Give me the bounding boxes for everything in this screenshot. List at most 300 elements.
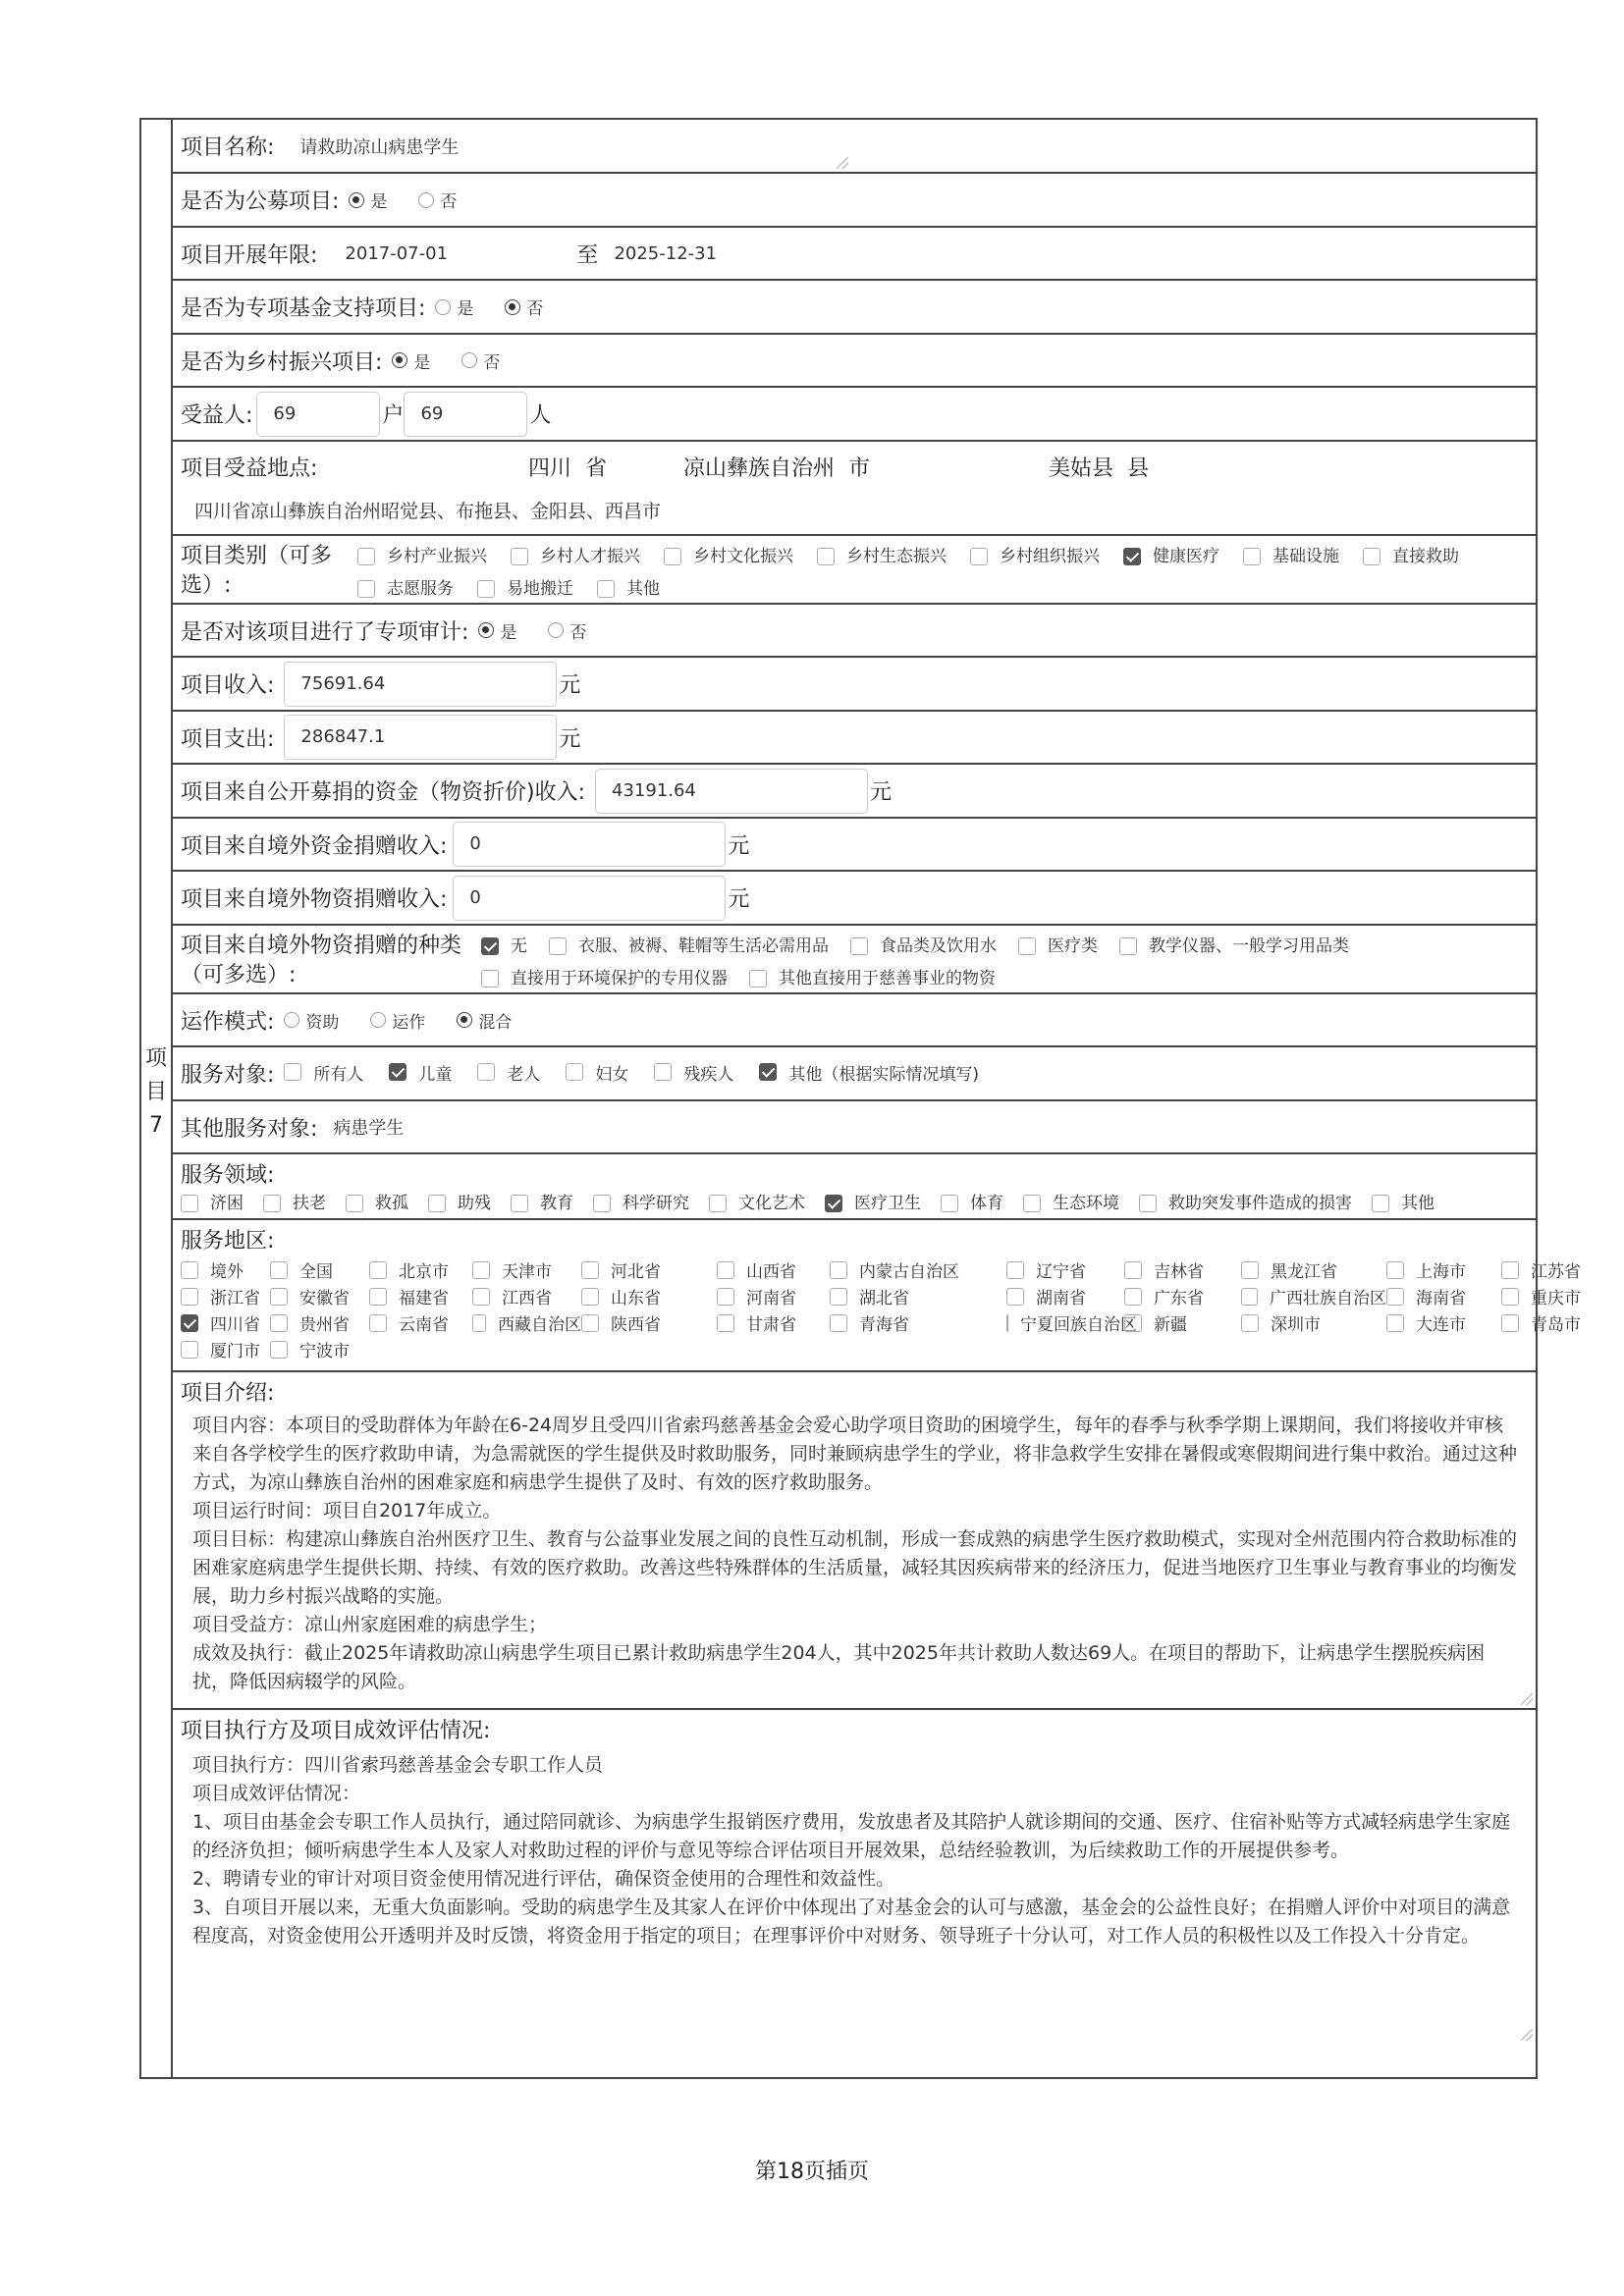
checkbox[interactable] xyxy=(830,1314,847,1332)
checkbox-label: 其他 xyxy=(1401,1194,1435,1213)
checkbox[interactable] xyxy=(472,1288,490,1306)
checkbox[interactable] xyxy=(181,1195,198,1212)
intro-textarea[interactable] xyxy=(192,1412,1522,1696)
checkbox-label: 河南省 xyxy=(746,1289,796,1308)
city-input[interactable]: 凉山彝族自治州 xyxy=(683,456,836,481)
goods-types-option[interactable] xyxy=(749,964,996,993)
checkbox[interactable] xyxy=(1372,1195,1389,1212)
checkbox[interactable] xyxy=(511,548,528,565)
service-regions-option[interactable] xyxy=(1386,1257,1501,1282)
page-footer: 第18页插页 xyxy=(755,2160,869,2184)
category-option[interactable] xyxy=(664,542,793,571)
service-regions-option[interactable] xyxy=(830,1310,1006,1335)
goods-types-label: 项目来自境外物资捐赠的种类（可多选）: xyxy=(181,934,462,988)
service-regions-option[interactable] xyxy=(472,1257,581,1282)
checkbox-label: 直接用于环境保护的专用仪器 xyxy=(511,969,728,988)
service-regions-option[interactable] xyxy=(472,1284,581,1308)
checkbox[interactable] xyxy=(1501,1288,1519,1306)
checkbox[interactable] xyxy=(1243,548,1261,565)
service-regions-option[interactable] xyxy=(472,1310,581,1335)
service-fields-option[interactable] xyxy=(825,1190,921,1217)
service-regions-option[interactable] xyxy=(1124,1284,1241,1308)
intro-label: 项目介绍: xyxy=(181,1381,275,1406)
county-input[interactable]: 美姑县 xyxy=(1049,456,1114,481)
period-end-input[interactable]: 2025-12-31 xyxy=(614,242,718,264)
checkbox-label: 新疆 xyxy=(1154,1315,1187,1335)
row-project-name xyxy=(173,120,1536,174)
checkbox[interactable] xyxy=(1241,1288,1258,1306)
checkbox[interactable] xyxy=(1006,1261,1024,1279)
public-fundraising-no-radio[interactable] xyxy=(418,192,434,208)
foreign-goods-input[interactable]: 0 xyxy=(453,876,726,921)
checkbox[interactable] xyxy=(472,1261,490,1279)
service-regions-option[interactable] xyxy=(270,1257,369,1282)
audit-yes-radio[interactable] xyxy=(478,622,494,638)
goods-types-option[interactable] xyxy=(549,932,829,961)
other-targets-input[interactable]: 病患学生 xyxy=(333,1118,405,1139)
service-regions-option[interactable] xyxy=(181,1337,270,1362)
category-label: 项目类别（可多选）: xyxy=(181,544,333,598)
checkbox[interactable] xyxy=(357,548,375,565)
service-regions-option[interactable] xyxy=(717,1310,830,1335)
resize-handle[interactable] xyxy=(1521,1693,1533,1705)
expense-input[interactable]: 286847.1 xyxy=(284,715,557,760)
other-targets-label: 其他服务对象: xyxy=(181,1116,318,1142)
service-regions-option[interactable] xyxy=(1501,1257,1614,1282)
category-option[interactable] xyxy=(817,542,947,571)
checkbox-label: 湖南省 xyxy=(1036,1289,1086,1308)
evaluation-label: 项目执行方及项目成效评估情况: xyxy=(181,1719,491,1743)
service-regions-option[interactable] xyxy=(717,1257,830,1282)
checkbox[interactable] xyxy=(1018,937,1036,955)
no-label: 否 xyxy=(440,192,458,212)
period-label: 项目开展年限: xyxy=(181,242,318,268)
checkbox[interactable] xyxy=(1006,1288,1024,1306)
category-option[interactable] xyxy=(357,542,487,571)
rural-no-radio[interactable] xyxy=(461,352,477,368)
checkbox[interactable] xyxy=(477,1063,495,1081)
checkbox-label: 安徽省 xyxy=(299,1289,350,1308)
rural-revitalization-label: 是否为乡村振兴项目: xyxy=(181,349,383,375)
checkbox[interactable] xyxy=(1241,1261,1259,1279)
paragraph: 项目受益方：凉山州家庭困难的病患学生； xyxy=(192,1614,548,1635)
row-beneficiaries xyxy=(173,388,1536,442)
expense-unit: 元 xyxy=(559,726,581,752)
checkbox-label: 所有人 xyxy=(313,1064,364,1085)
audit-label: 是否对该项目进行了专项审计: xyxy=(181,619,469,645)
category-option[interactable] xyxy=(477,574,573,604)
beneficiaries-label: 受益人: xyxy=(181,403,253,428)
checkbox[interactable] xyxy=(970,548,988,565)
project-name-input[interactable]: 请救助凉山病患学生 xyxy=(299,136,460,158)
service-targets-option[interactable] xyxy=(759,1060,979,1085)
service-regions-option[interactable] xyxy=(1006,1257,1124,1282)
checkbox-label: 青海省 xyxy=(859,1315,909,1335)
checkbox[interactable] xyxy=(284,1063,301,1081)
service-regions-option[interactable] xyxy=(581,1257,717,1282)
service-regions-option[interactable] xyxy=(1501,1310,1614,1335)
checkbox[interactable] xyxy=(654,1063,672,1081)
checkbox[interactable] xyxy=(1386,1314,1404,1332)
checkbox[interactable] xyxy=(369,1261,387,1279)
city-unit: 市 xyxy=(848,456,871,481)
expense-label: 项目支出: xyxy=(181,726,275,752)
checkbox[interactable] xyxy=(270,1341,288,1359)
checkbox-label: 天津市 xyxy=(502,1262,552,1282)
checkbox[interactable] xyxy=(830,1288,847,1306)
checkbox-label: 陕西省 xyxy=(611,1315,661,1335)
row-category xyxy=(173,536,1536,605)
service-targets-option[interactable] xyxy=(654,1060,733,1085)
foreign-funds-unit: 元 xyxy=(728,833,750,859)
evaluation-textarea[interactable] xyxy=(192,1751,1522,1950)
checkbox[interactable] xyxy=(709,1195,727,1212)
checkbox[interactable] xyxy=(481,937,499,955)
checkbox[interactable] xyxy=(1501,1314,1519,1332)
checkbox-label: 甘肃省 xyxy=(746,1315,796,1335)
service-regions-option[interactable] xyxy=(1501,1284,1614,1308)
checkbox[interactable] xyxy=(428,1195,446,1212)
service-targets-option[interactable] xyxy=(389,1060,452,1085)
checkbox[interactable] xyxy=(346,1195,363,1212)
mode-mixed-radio[interactable] xyxy=(457,1012,472,1028)
checkbox[interactable] xyxy=(830,1261,847,1279)
row-service-targets xyxy=(173,1047,1536,1101)
checkbox-label: 湖北省 xyxy=(859,1289,909,1308)
checkbox-label: 医疗卫生 xyxy=(854,1194,921,1213)
checkbox[interactable] xyxy=(1124,1314,1142,1332)
checkbox-label: 其他 xyxy=(626,579,660,599)
persons-unit: 人 xyxy=(529,403,552,428)
checkbox[interactable] xyxy=(369,1314,387,1332)
service-regions-option[interactable] xyxy=(830,1284,1006,1308)
service-regions-option[interactable] xyxy=(270,1284,369,1308)
service-regions-option[interactable] xyxy=(1386,1284,1501,1308)
audit-no-radio[interactable] xyxy=(548,622,564,638)
checkbox[interactable] xyxy=(581,1288,599,1306)
operation-mode-label: 运作模式: xyxy=(181,1009,275,1035)
service-regions-option[interactable] xyxy=(1124,1310,1241,1335)
checkbox[interactable] xyxy=(1124,1261,1142,1279)
checkbox-label: 儿童 xyxy=(418,1064,453,1085)
public-income-input[interactable]: 43191.64 xyxy=(595,769,868,814)
checkbox[interactable] xyxy=(270,1288,288,1306)
service-regions-option[interactable] xyxy=(369,1284,472,1308)
service-fields-option[interactable] xyxy=(511,1190,573,1217)
checkbox[interactable] xyxy=(369,1288,387,1306)
resize-handle[interactable] xyxy=(837,157,848,169)
checkbox-label: 妇女 xyxy=(595,1064,629,1085)
row-period xyxy=(173,228,1536,281)
province-unit: 省 xyxy=(585,456,608,481)
category-option[interactable] xyxy=(1123,542,1219,571)
service-regions-option[interactable] xyxy=(1241,1310,1386,1335)
paragraph: 项目成效评估情况： xyxy=(192,1783,361,1804)
category-option[interactable] xyxy=(357,574,454,604)
checkbox-label: 云南省 xyxy=(399,1315,449,1335)
service-fields-option[interactable] xyxy=(941,1190,1003,1217)
section-side-column xyxy=(141,120,173,2077)
service-regions-option[interactable] xyxy=(270,1337,369,1362)
service-regions-option[interactable] xyxy=(717,1284,830,1308)
checkbox-label: 黑龙江省 xyxy=(1271,1262,1337,1282)
service-regions-option[interactable] xyxy=(369,1257,472,1282)
checkbox-label: 教学仪器、一般学习用品类 xyxy=(1149,936,1349,956)
yes-label: 是 xyxy=(457,299,474,319)
service-regions-option[interactable] xyxy=(270,1310,369,1335)
checkbox-label: 广西壮族自治区 xyxy=(1270,1289,1386,1308)
checkbox-label: 四川省 xyxy=(210,1315,260,1335)
service-regions-option[interactable] xyxy=(181,1310,270,1335)
service-regions-option[interactable] xyxy=(1241,1284,1386,1308)
service-regions-option[interactable] xyxy=(1124,1257,1241,1282)
checkbox-label: 助残 xyxy=(458,1194,491,1213)
checkbox[interactable] xyxy=(477,580,495,598)
checkbox-label: 扶老 xyxy=(293,1194,326,1213)
checkbox[interactable] xyxy=(581,1314,599,1332)
service-regions-option[interactable] xyxy=(830,1257,1006,1282)
row-public-fundraising xyxy=(173,174,1536,228)
checkbox[interactable] xyxy=(181,1341,198,1359)
checkbox-label: 基础设施 xyxy=(1272,547,1339,566)
checkbox-label: 辽宁省 xyxy=(1036,1262,1086,1282)
paragraph: 1、项目由基金会专职工作人员执行，通过陪同就诊、为病患学生报销医疗费用，发放患者及其陪护人就诊期间的交通、医疗、住宿补贴等方式减轻病患学生家庭的经济负担；倾听病患学生本人及家人对救助过程的评价与意见等综合评估项目开展效果，总结经验教训，为后续救助工作的开展提供参考。 xyxy=(192,1811,1511,1861)
checkbox[interactable] xyxy=(1501,1261,1519,1279)
checkbox-label: 其他直接用于慈善事业的物资 xyxy=(779,969,996,988)
service-targets-option[interactable] xyxy=(566,1060,628,1085)
row-intro xyxy=(173,1372,1536,1710)
row-special-fund xyxy=(173,281,1536,335)
checkbox-label: 救孤 xyxy=(375,1194,408,1213)
checkbox[interactable] xyxy=(581,1261,599,1279)
checkbox[interactable] xyxy=(1119,937,1137,955)
period-start-input[interactable]: 2017-07-01 xyxy=(345,242,449,264)
persons-input[interactable]: 69 xyxy=(404,392,527,437)
public-income-label: 项目来自公开募捐的资金（物资折价)收入: xyxy=(181,780,585,805)
checkbox-label: 内蒙古自治区 xyxy=(859,1262,959,1282)
checkbox[interactable] xyxy=(1241,1314,1259,1332)
households-input[interactable]: 69 xyxy=(256,392,380,437)
service-regions-option[interactable] xyxy=(181,1284,270,1308)
checkbox[interactable] xyxy=(1124,1288,1142,1306)
goods-types-option[interactable] xyxy=(1119,932,1349,961)
county-unit: 县 xyxy=(1127,456,1150,481)
checkbox[interactable] xyxy=(850,937,868,955)
checkbox[interactable] xyxy=(1386,1288,1404,1306)
checkbox[interactable] xyxy=(717,1314,734,1332)
checkbox[interactable] xyxy=(1023,1195,1041,1212)
no-label: 否 xyxy=(483,352,501,373)
mode-mixed-label: 混合 xyxy=(478,1012,513,1033)
resize-handle[interactable] xyxy=(1521,2029,1533,2041)
category-option[interactable] xyxy=(970,542,1100,571)
special-fund-yes-radio[interactable] xyxy=(435,299,451,315)
checkbox[interactable] xyxy=(1006,1314,1008,1332)
paragraph: 2、聘请专业的审计对项目资金使用情况进行评估，确保资金使用的合理性和效益性。 xyxy=(192,1868,895,1890)
checkbox-label: 河北省 xyxy=(611,1262,661,1282)
checkbox-label: 海南省 xyxy=(1416,1289,1466,1308)
rural-yes-radio[interactable] xyxy=(392,352,407,368)
service-regions-option[interactable] xyxy=(581,1284,717,1308)
service-fields-option[interactable] xyxy=(1139,1190,1352,1217)
checkbox[interactable] xyxy=(472,1314,486,1332)
category-option[interactable] xyxy=(597,574,660,604)
service-fields-option[interactable] xyxy=(1023,1190,1119,1217)
service-regions-label: 服务地区: xyxy=(181,1229,275,1254)
checkbox-label: 青岛市 xyxy=(1531,1315,1581,1335)
province-input[interactable]: 四川 xyxy=(528,456,572,481)
checkbox[interactable] xyxy=(597,580,615,598)
row-public-income xyxy=(173,765,1536,819)
checkbox[interactable] xyxy=(717,1261,734,1279)
goods-types-option[interactable] xyxy=(481,932,527,961)
project-form xyxy=(139,118,1581,2079)
checkbox[interactable] xyxy=(481,970,499,988)
special-fund-no-radio[interactable] xyxy=(505,299,520,315)
checkbox-label: 厦门市 xyxy=(210,1342,260,1362)
service-fields-option[interactable] xyxy=(346,1190,408,1217)
service-regions-option[interactable] xyxy=(1241,1257,1386,1282)
checkbox[interactable] xyxy=(593,1195,611,1212)
service-regions-option[interactable] xyxy=(369,1310,472,1335)
goods-types-option[interactable] xyxy=(1018,932,1098,961)
households-unit: 户 xyxy=(382,403,405,428)
row-expense xyxy=(173,712,1536,765)
service-fields-options xyxy=(181,1190,1532,1220)
service-targets-option[interactable] xyxy=(284,1060,363,1085)
checkbox-label: 无 xyxy=(511,936,527,956)
checkbox-label: 浙江省 xyxy=(210,1289,260,1308)
goods-types-options xyxy=(481,932,1526,996)
goods-types-option[interactable] xyxy=(850,932,997,961)
category-options xyxy=(357,542,1526,607)
checkbox[interactable] xyxy=(181,1314,198,1332)
checkbox[interactable] xyxy=(511,1195,528,1212)
checkbox-label: 深圳市 xyxy=(1271,1315,1321,1335)
checkbox-label: 教育 xyxy=(540,1194,573,1213)
checkbox[interactable] xyxy=(664,548,681,565)
checkbox-label: 上海市 xyxy=(1416,1262,1466,1282)
public-income-unit: 元 xyxy=(870,780,893,805)
row-other-targets xyxy=(173,1101,1536,1154)
income-input[interactable]: 75691.64 xyxy=(284,662,557,707)
checkbox[interactable] xyxy=(270,1261,288,1279)
yes-label: 是 xyxy=(413,352,431,373)
service-regions-options xyxy=(181,1257,1581,1362)
service-targets-option[interactable] xyxy=(477,1060,540,1085)
checkbox[interactable] xyxy=(1363,548,1380,565)
checkbox-label: 直接救助 xyxy=(1392,547,1459,566)
service-fields-option[interactable] xyxy=(181,1190,244,1217)
checkbox-label: 吉林省 xyxy=(1154,1262,1204,1282)
category-option[interactable] xyxy=(1243,542,1339,571)
no-label: 否 xyxy=(569,622,587,643)
checkbox-label: 乡村生态振兴 xyxy=(846,547,947,566)
mode-funding-label: 资助 xyxy=(305,1012,340,1033)
goods-types-option[interactable] xyxy=(481,964,728,993)
checkbox[interactable] xyxy=(1386,1261,1404,1279)
checkbox-label: 乡村组织振兴 xyxy=(1000,547,1100,566)
paragraph: 3、自项目开展以来，无重大负面影响。受助的病患学生及其家人在评价中体现出了对基金会的认可与感激，基金会的公益性良好；在捐赠人评价中对项目的满意程度高，对资金使用公开透明并及时反馈，将资金用于指定的项目；在理事评价中对财务、领导班子十分认可，对工作人员的积极性以及工作投入十分肯定。 xyxy=(192,1896,1511,1947)
paragraph: 项目内容：本项目的受助群体为年龄在6-24周岁且受四川省索玛慈善基金会爱心助学项目资助的困境学生，每年的春季与秋季学期上课期间，我们将接收并审核来自各学校学生的医疗救助申请，为急需就医的学生提供及时救助服务，同时兼顾病患学生的学业，将非急救学生安排在暑假或寒假期间进行集中救治。通过这种方式，为凉山彝族自治州的困难家庭和病患学生提供了及时、有效的医疗救助服务。 xyxy=(192,1415,1518,1493)
service-regions-option[interactable] xyxy=(581,1310,717,1335)
mode-operation-radio[interactable] xyxy=(370,1012,386,1028)
checkbox-label: 救助突发事件造成的损害 xyxy=(1168,1194,1352,1213)
checkbox[interactable] xyxy=(825,1195,842,1212)
category-option[interactable] xyxy=(1363,542,1459,571)
checkbox-label: 体育 xyxy=(970,1194,1003,1213)
row-income xyxy=(173,658,1536,712)
checkbox-label: 科学研究 xyxy=(623,1194,689,1213)
row-rural-revitalization xyxy=(173,335,1536,388)
checkbox-label: 大连市 xyxy=(1416,1315,1466,1335)
checkbox-label: 山东省 xyxy=(611,1289,661,1308)
service-fields-option[interactable] xyxy=(263,1190,326,1217)
checkbox-label: 志愿服务 xyxy=(387,579,454,599)
row-foreign-funds xyxy=(173,819,1536,872)
checkbox[interactable] xyxy=(759,1063,777,1081)
checkbox-label: 易地搬迁 xyxy=(507,579,573,599)
checkbox[interactable] xyxy=(817,548,835,565)
foreign-funds-label: 项目来自境外资金捐赠收入: xyxy=(181,833,448,859)
checkbox-label: 北京市 xyxy=(399,1262,449,1282)
checkbox-label: 乡村产业振兴 xyxy=(387,547,487,566)
service-fields-option[interactable] xyxy=(593,1190,689,1217)
mode-funding-radio[interactable] xyxy=(284,1012,299,1028)
paragraph: 项目执行方：四川省索玛慈善基金会专职工作人员 xyxy=(192,1754,604,1776)
service-regions-option[interactable] xyxy=(1006,1284,1124,1308)
checkbox-label: 宁夏回族自治区 xyxy=(1020,1315,1137,1335)
service-fields-option[interactable] xyxy=(709,1190,805,1217)
yes-label: 是 xyxy=(500,622,517,643)
foreign-funds-input[interactable]: 0 xyxy=(453,822,726,867)
checkbox-label: 贵州省 xyxy=(299,1315,350,1335)
service-regions-option[interactable] xyxy=(1006,1310,1137,1335)
checkbox[interactable] xyxy=(1139,1195,1157,1212)
category-option[interactable] xyxy=(511,542,640,571)
foreign-goods-unit: 元 xyxy=(728,887,750,912)
checkbox-label: 乡村文化振兴 xyxy=(693,547,793,566)
checkbox[interactable] xyxy=(717,1288,734,1306)
checkbox-label: 健康医疗 xyxy=(1153,547,1219,566)
checkbox[interactable] xyxy=(389,1063,406,1081)
public-fundraising-yes-radio[interactable] xyxy=(349,192,364,208)
checkbox[interactable] xyxy=(566,1063,583,1081)
checkbox[interactable] xyxy=(549,937,567,955)
checkbox[interactable] xyxy=(941,1195,958,1212)
service-regions-option[interactable] xyxy=(181,1257,270,1282)
section-label: 项目7 xyxy=(144,1046,167,1138)
service-fields-option[interactable] xyxy=(428,1190,491,1217)
service-fields-option[interactable] xyxy=(1372,1190,1435,1217)
checkbox-label: 医疗类 xyxy=(1048,936,1098,956)
checkbox-label: 重庆市 xyxy=(1531,1289,1581,1308)
checkbox-label: 宁波市 xyxy=(299,1342,350,1362)
checkbox-label: 西藏自治区 xyxy=(498,1315,581,1335)
checkbox[interactable] xyxy=(1123,548,1141,565)
checkbox[interactable] xyxy=(181,1261,198,1279)
checkbox-label: 江苏省 xyxy=(1531,1262,1581,1282)
income-label: 项目收入: xyxy=(181,673,275,698)
service-regions-option[interactable] xyxy=(1386,1310,1501,1335)
checkbox[interactable] xyxy=(181,1288,198,1306)
checkbox[interactable] xyxy=(749,970,767,988)
location-detail-input[interactable]: 四川省凉山彝族自治州昭觉县、布拖县、金阳县、西昌市 xyxy=(194,501,662,522)
service-targets-label: 服务对象: xyxy=(181,1063,275,1088)
checkbox[interactable] xyxy=(263,1195,281,1212)
checkbox[interactable] xyxy=(270,1314,288,1332)
checkbox[interactable] xyxy=(357,580,375,598)
